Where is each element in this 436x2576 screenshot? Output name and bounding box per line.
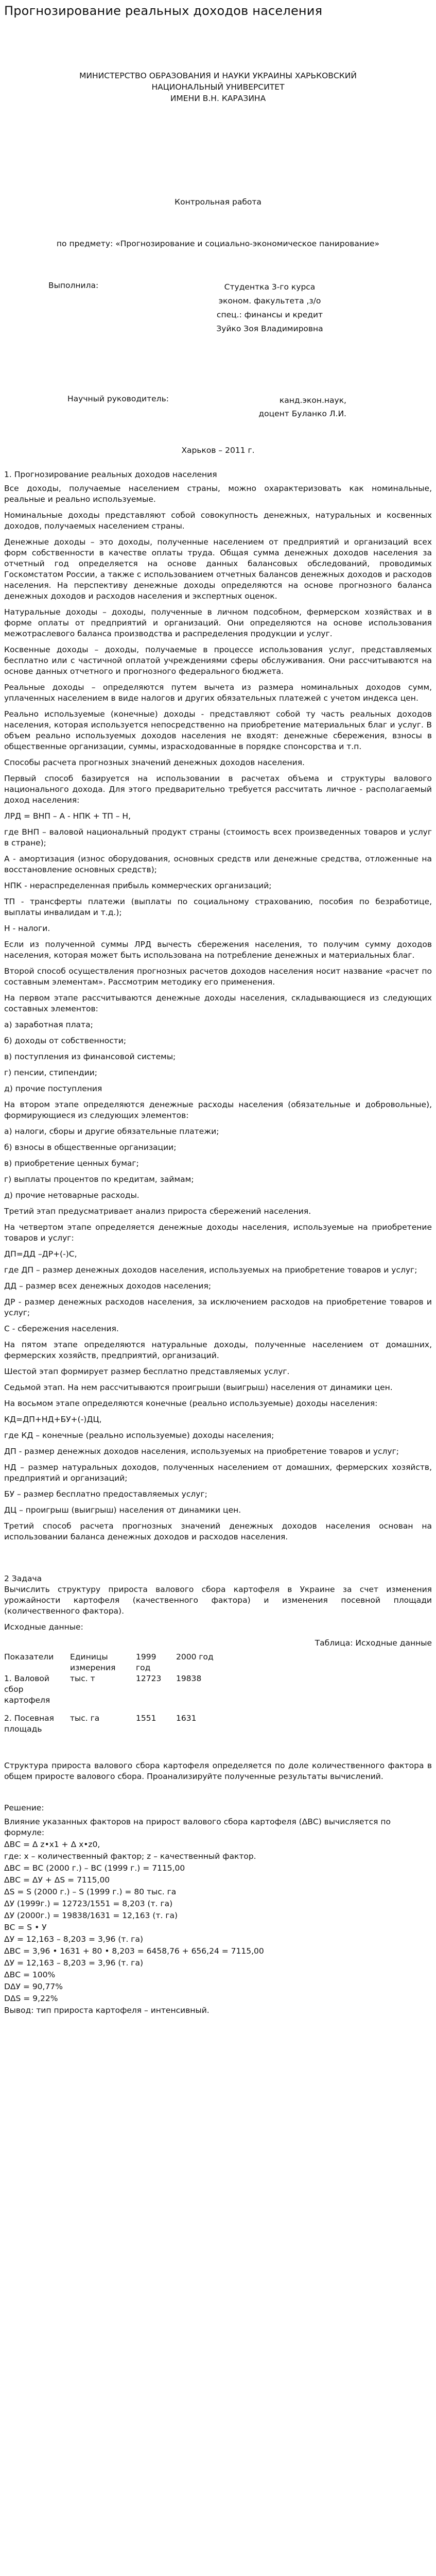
solution-heading: Решение: xyxy=(4,1803,44,1812)
executor-line: спец.: финансы и кредит xyxy=(216,310,323,319)
table-cell: 1551 xyxy=(136,1714,156,1723)
body-paragraph: На восьмом этапе определяются конечные (реально используемые) доходы населения: xyxy=(4,1399,378,1408)
body-paragraph: Натуральные доходы – доходы, полученные в личном подсобном, фермерском хозяйствах и в форме оплаты от предприятий и организаций. Они определяются на основе использования межотраслевого баланса производства и распределения продукции и услуг. xyxy=(4,607,432,638)
body-paragraph: где ДП – размер денежных доходов населения, используемых на приобретение товаров и услуг; xyxy=(4,1265,417,1275)
body-paragraph: Первый способ базируется на использовании в расчетах объема и структуры валового национального дохода. Для этого предварительно требуется рассчитать личное - располагаемый доход населения: xyxy=(4,774,432,805)
body-paragraph: На четвертом этапе определяется денежные доходы населения, используемые на приобретение товаров и услуг: xyxy=(4,1223,432,1243)
executor-line: Студентка 3-го курса xyxy=(224,282,316,292)
solution-body xyxy=(4,1817,432,2016)
executor-block xyxy=(4,280,432,347)
table-header-row xyxy=(4,1652,221,1673)
body-paragraph: ЛРД = ВНП – А - НПК + ТП – Н, xyxy=(4,811,131,821)
executor-line: эконом. факультета ,з/о xyxy=(218,296,321,306)
executor-line: Зуйко Зоя Владимировна xyxy=(216,324,323,333)
solution-line: ΔВС = ВС (2000 г.) – ВС (1999 г.) = 7115,00 xyxy=(4,1863,185,1873)
advisor-block xyxy=(4,394,432,425)
table-header-cell: 2000 год xyxy=(176,1652,214,1662)
advisor-line: доцент Буланко Л.И. xyxy=(258,409,346,418)
executor-label: Выполнила: xyxy=(48,281,99,290)
ministry-line: ИМЕНИ В.Н. КАРАЗИНА xyxy=(170,94,266,103)
body-paragraph: в) приобретение ценных бумаг; xyxy=(4,1159,139,1168)
section-body xyxy=(4,483,432,1543)
ministry-line: МИНИСТЕРСТВО ОБРАЗОВАНИЯ И НАУКИ УКРАИНЫ ХАРЬКОВСКИЙ xyxy=(79,71,357,80)
solution-line: ΔВС = 3,96 • 1631 + 80 • 8,203 = 6458,76 + 656,24 = 7115,00 xyxy=(4,1946,264,1956)
table-cell: 2. Посевная площадь xyxy=(4,1714,55,1734)
body-paragraph: ДЦ – проигрыш (выигрыш) населения от динамики цен. xyxy=(4,1505,241,1515)
body-paragraph: Реальные доходы – определяются путем вычета из размера номинальных доходов сумм, уплаченных населением в виде налогов и других обязательных платежей с учетом индекса цен. xyxy=(4,683,432,703)
body-paragraph: ДД – размер всех денежных доходов населения; xyxy=(4,1281,212,1291)
executor-info xyxy=(187,280,352,336)
source-label: Исходные данные: xyxy=(4,1622,83,1632)
body-paragraph: ДР - размер денежных расходов населения, за исключением расходов на приобретение товаров и услуг; xyxy=(4,1297,432,1317)
table-cell: тыс. т xyxy=(70,1674,95,1683)
advisor-label: Научный руководитель: xyxy=(67,394,169,403)
body-paragraph: в) поступления из финансовой системы; xyxy=(4,1052,176,1061)
body-paragraph: А - амортизация (износ оборудования, основных средств или денежные средства, отложенные на восстановление основных средств); xyxy=(4,854,432,874)
body-paragraph: Косвенные доходы – доходы, получаемые в процессе использования услуг, представляемых бесплатно или с частичной оплатой учреждениями сферы обслуживания. Они рассчитываются на основе данных отчетного и прогнозного федерального бюджета. xyxy=(4,645,432,676)
body-paragraph: где ВНП – валовой национальный продукт страны (стоимость всех произведенных товаров и услуг в стране); xyxy=(4,827,432,848)
section-heading: 1. Прогнозирование реальных доходов населения xyxy=(4,470,217,479)
solution-line: Вывод: тип прироста картофеля – интенсивный. xyxy=(4,2006,210,2015)
table-row xyxy=(4,1706,221,1735)
body-paragraph: б) доходы от собственности; xyxy=(4,1036,127,1045)
city-year: Харьков – 2011 г. xyxy=(181,446,255,455)
document-title: Прогнозирование реальных доходов населения xyxy=(4,4,323,18)
body-paragraph: Если из полученной суммы ЛРД вычесть сбережения населения, то получим сумму доходов населения, которая может быть использована на потребление денежных и материальных благ. xyxy=(4,940,432,960)
body-paragraph: НД – размер натуральных доходов, полученных населением от домашних, фермерских хозяйств, предприятий и организаций; xyxy=(4,1463,432,1483)
body-paragraph: НПК - нераспределенная прибыль коммерческих организаций; xyxy=(4,881,272,890)
table-caption: Таблица: Исходные данные xyxy=(315,1638,432,1648)
solution-line: ΔS = S (2000 г.) – S (1999 г.) = 80 тыс. га xyxy=(4,1887,177,1896)
solution-line: ΔВС = 100% xyxy=(4,1970,56,1979)
body-paragraph: г) выплаты процентов по кредитам, займам; xyxy=(4,1175,194,1184)
solution-line: DΔS = 9,22% xyxy=(4,1994,58,2003)
solution-line: DΔУ = 90,77% xyxy=(4,1982,63,1991)
table-cell: 1631 xyxy=(176,1714,197,1723)
body-paragraph: а) заработная плата; xyxy=(4,1020,93,1029)
solution-line: ΔВС = Δ z•x1 + Δ x•z0, xyxy=(4,1840,100,1849)
solution-line: ΔВС = ΔУ + ΔS = 7115,00 xyxy=(4,1875,110,1885)
structure-text: Структура прироста валового сбора картофеля определяется по доле количественного фактора в общем приросте валового сбора. Проанализируйте полученные результаты вычислений. xyxy=(4,1761,432,1781)
document-page xyxy=(0,3,436,2016)
table-cell: тыс. га xyxy=(70,1714,100,1723)
table-header-cell: Показатели xyxy=(4,1652,54,1662)
body-paragraph: На втором этапе определяются денежные расходы населения (обязательные и добровольные), формирующиеся из следующих элементов: xyxy=(4,1100,432,1120)
solution-line: где: x – количественный фактор; z – качественный фактор. xyxy=(4,1852,256,1861)
body-paragraph: а) налоги, сборы и другие обязательные платежи; xyxy=(4,1127,219,1136)
body-paragraph: Способы расчета прогнозных значений денежных доходов населения. xyxy=(4,758,305,767)
solution-line: ΔУ (1999г.) = 12723/1551 = 8,203 (т. га) xyxy=(4,1899,173,1908)
advisor-line: канд.экон.наук, xyxy=(279,396,346,405)
table-row xyxy=(4,1673,221,1706)
body-paragraph: На пятом этапе определяются натуральные доходы, полученные населением от домашних, фермерских хозяйств, предприятий, организаций. xyxy=(4,1340,432,1360)
solution-line: ВС = S • У xyxy=(4,1923,47,1932)
body-paragraph: КД=ДП+НД+БУ+(-)ДЦ, xyxy=(4,1415,102,1424)
body-paragraph: ДП=ДД –ДР+(-)С, xyxy=(4,1249,77,1259)
task-intro: Вычислить структуру прироста валового сбора картофеля в Украине за счет изменения урожайности картофеля (качественного фактора) и изменения посевной площади (количественного фактора). xyxy=(4,1585,432,1616)
body-paragraph: д) прочие нетоварные расходы. xyxy=(4,1191,139,1200)
advisor-info xyxy=(258,394,346,420)
body-paragraph: г) пенсии, стипендии; xyxy=(4,1068,97,1077)
solution-line: ΔУ = 12,163 – 8,203 = 3,96 (т. га) xyxy=(4,1935,144,1944)
body-paragraph: Реально используемые (конечные) доходы - представляют собой ту часть реальных доходов населения, которая используется непосредственно на приобретение материальных благ и услуг. В объем реально используемых доходов населения не входят: денежные сбережения, взносы в общественные организации, суммы, израсходованные в порядке спонсорства и т.п. xyxy=(4,709,432,751)
subject-line: по предмету: «Прогнозирование и социально-экономическое панирование» xyxy=(56,239,380,248)
body-paragraph: Третий этап предусматривает анализ прироста сбережений населения. xyxy=(4,1207,311,1216)
body-paragraph: д) прочие поступления xyxy=(4,1084,102,1093)
source-table xyxy=(4,1652,221,1735)
table-header-cell: Единицы измерения xyxy=(70,1652,116,1672)
body-paragraph: С - сбережения населения. xyxy=(4,1324,119,1333)
body-paragraph: Третий способ расчета прогнозных значений денежных доходов населения основан на использовании баланса денежных доходов и расходов населения. xyxy=(4,1521,432,1541)
task-heading: 2 Задача xyxy=(4,1574,42,1583)
body-paragraph: Второй способ осуществления прогнозных расчетов доходов населения носит название «расчет по составным элементам». Рассмотрим методику его применения. xyxy=(4,967,432,987)
body-paragraph: На первом этапе рассчитываются денежные доходы населения, складывающиеся из следующих составных элементов: xyxy=(4,993,432,1013)
solution-line: Влияние указанных факторов на прирост валового сбора картофеля (ΔВС) вычисляется по формуле: xyxy=(4,1817,391,1837)
work-title: Контрольная работа xyxy=(175,197,261,207)
table-header-cell: 1999 год xyxy=(136,1652,156,1672)
body-paragraph: б) взносы в общественные организации; xyxy=(4,1143,177,1152)
body-paragraph: Все доходы, получаемые населением страны, можно охарактеризовать как номинальные, реальные и реально используемые. xyxy=(4,484,432,504)
table-cell: 1. Валовой сбор картофеля xyxy=(4,1674,50,1705)
table-cell: 12723 xyxy=(136,1674,162,1683)
body-paragraph: Н - налоги. xyxy=(4,924,50,933)
body-paragraph: ТП - трансферты платежи (выплаты по социальному страхованию, пособия по безработице, выплаты инвалидам и т.д.); xyxy=(4,897,432,917)
body-paragraph: Седьмой этап. На нем рассчитываются проигрыши (выигрыш) населения от динамики цен. xyxy=(4,1383,393,1392)
table-cell: 19838 xyxy=(176,1674,202,1683)
body-paragraph: Шестой этап формирует размер бесплатно представляемых услуг. xyxy=(4,1367,290,1376)
body-paragraph: где КД – конечные (реально используемые) доходы населения; xyxy=(4,1431,274,1440)
solution-line: ΔУ (2000г.) = 19838/1631 = 12,163 (т. га) xyxy=(4,1911,178,1920)
body-paragraph: Денежные доходы – это доходы, полученные населением от предприятий и организаций всех форм собственности в качестве оплаты труда. Общая сумма денежных доходов населения за отчетный год определяется на основе данных балансовых обследований, проводимых Госкомстатом России, а также с использованием отчетных балансов денежных доходов и расходов населения. На перспективу денежные доходы определяются на основе прогнозного баланса денежных доходов и расходов населения и экспертных оценок. xyxy=(4,537,432,601)
ministry-header xyxy=(4,70,432,104)
solution-line: ΔУ = 12,163 – 8,203 = 3,96 (т. га) xyxy=(4,1958,144,1968)
body-paragraph: ДП - размер денежных доходов населения, используемых на приобретение товаров и услуг; xyxy=(4,1447,399,1456)
body-paragraph: Номинальные доходы представляют собой совокупность денежных, натуральных и косвенных доходов, получаемых населением страны. xyxy=(4,511,432,531)
ministry-line: НАЦИОНАЛЬНЫЙ УНИВЕРСИТЕТ xyxy=(151,82,285,92)
body-paragraph: БУ – размер бесплатно предоставляемых услуг; xyxy=(4,1489,207,1499)
